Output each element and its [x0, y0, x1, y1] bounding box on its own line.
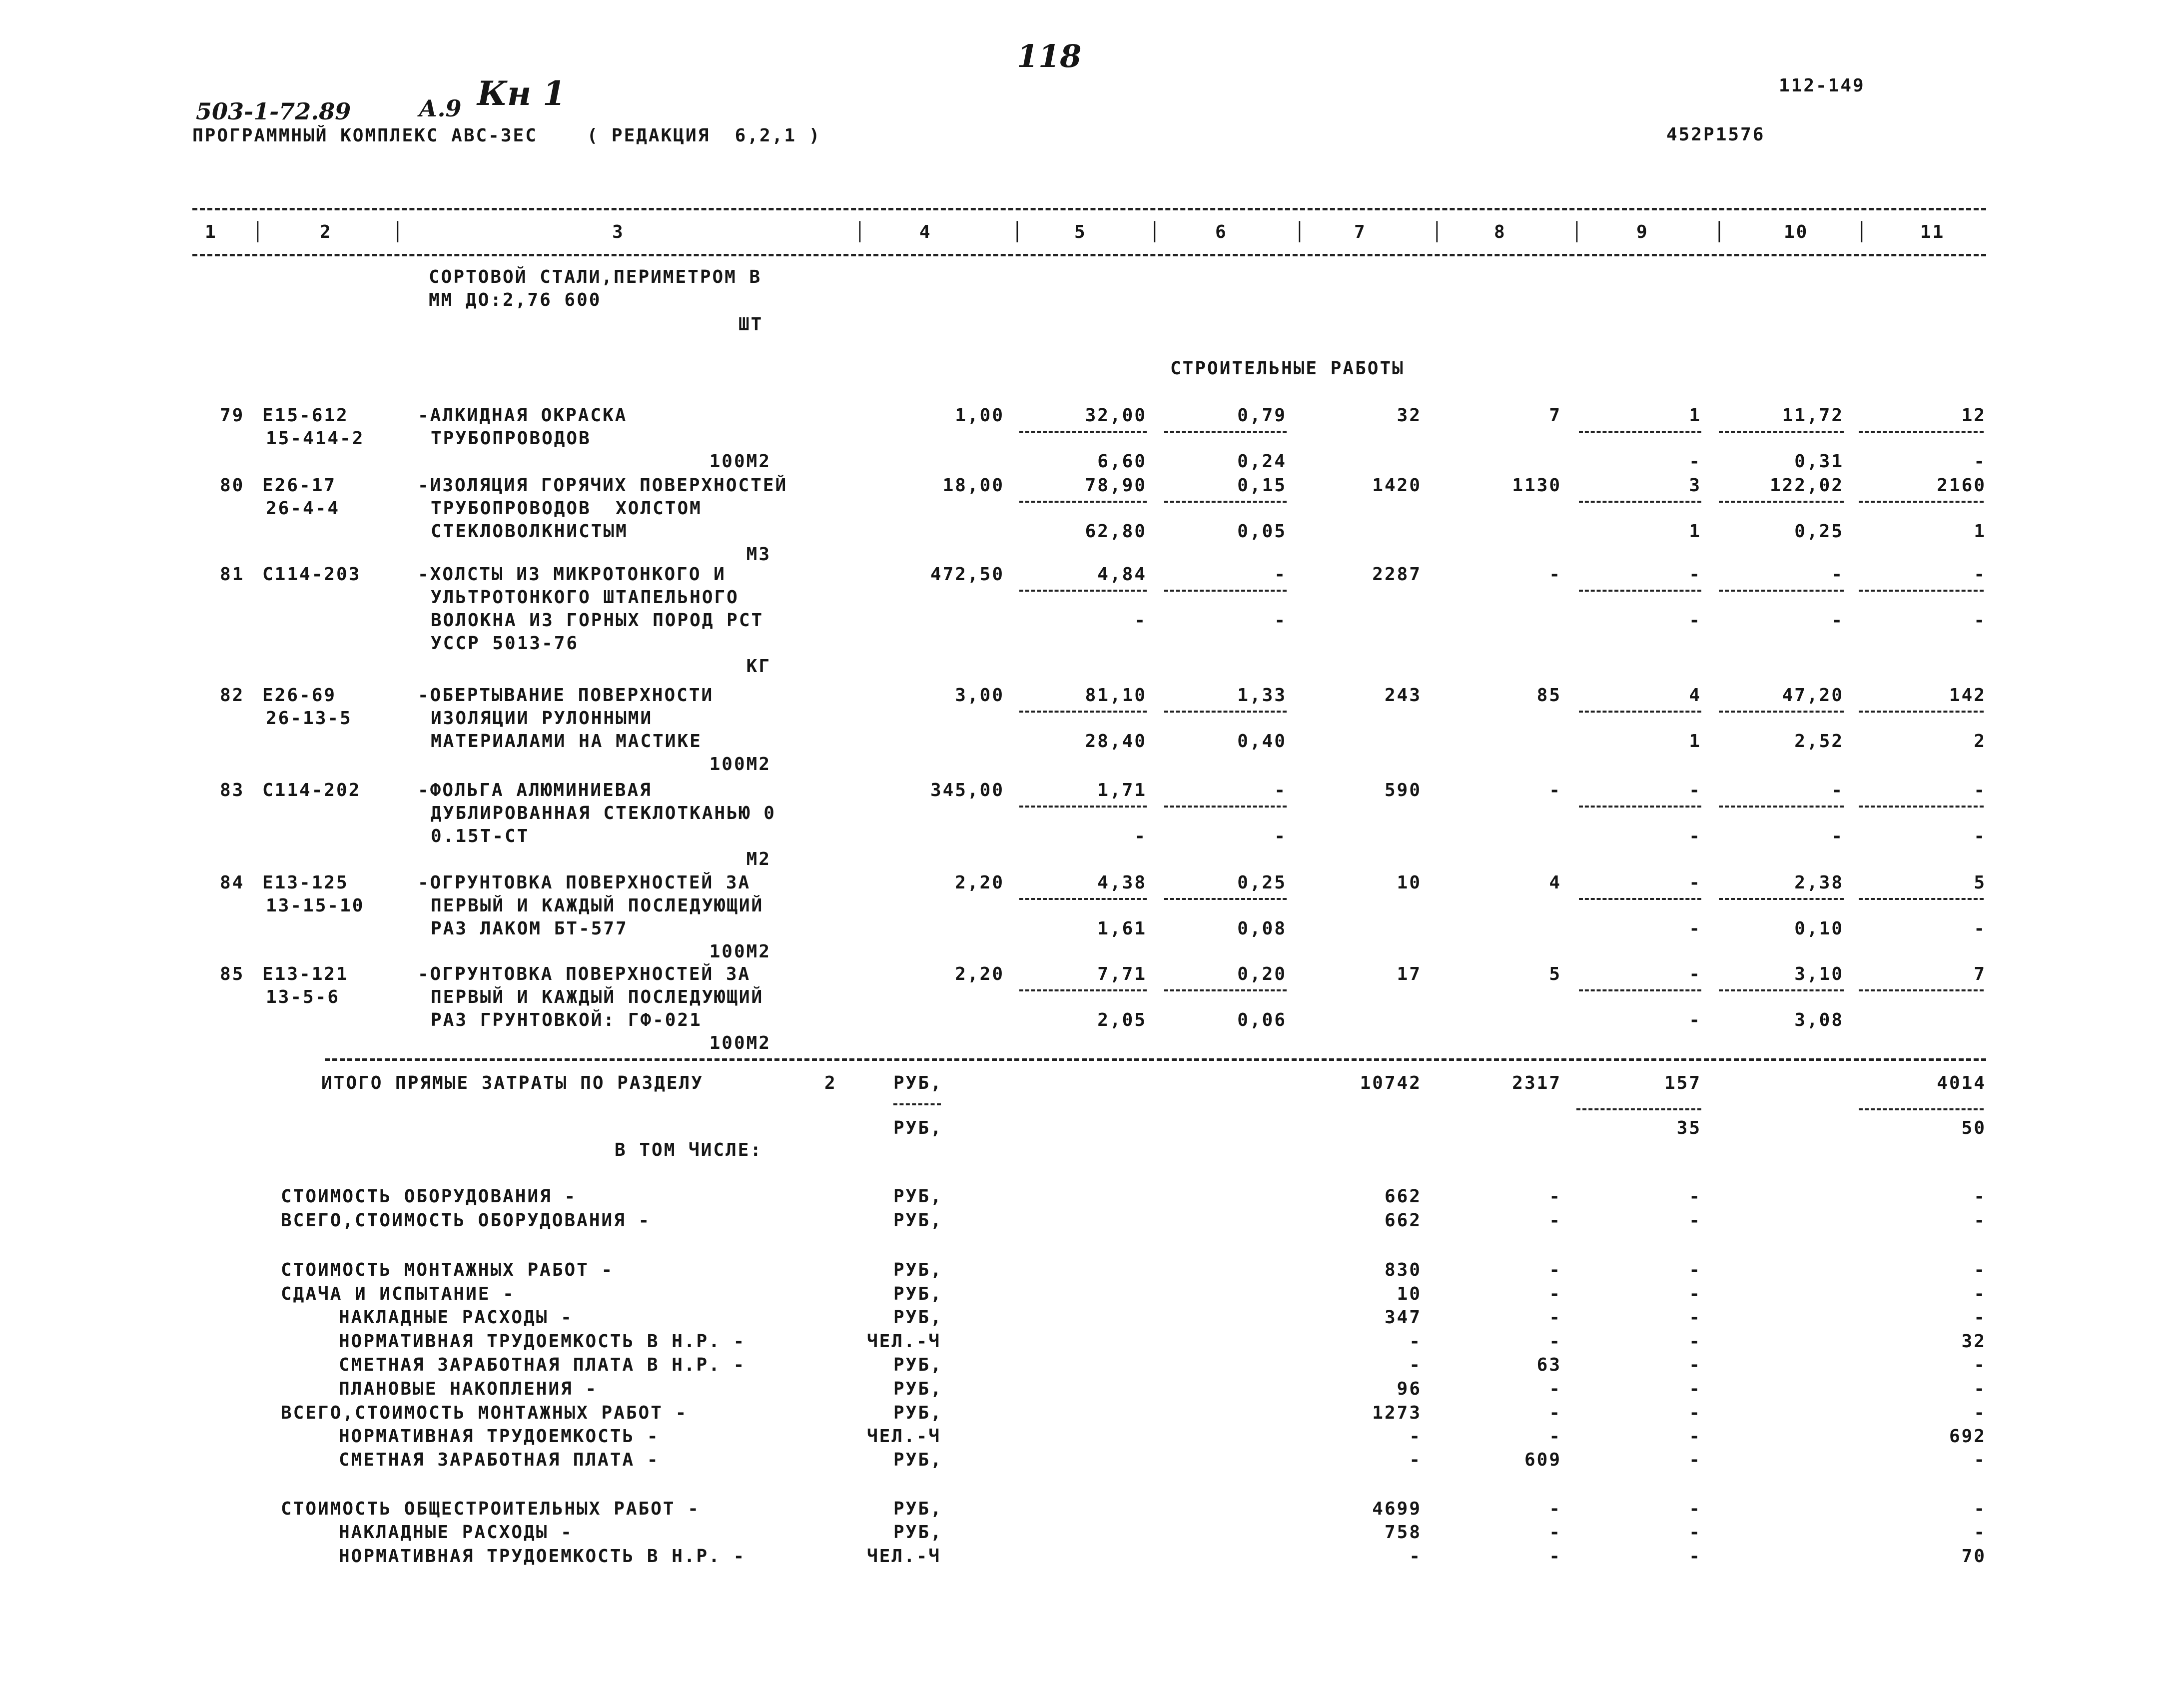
summary-col8: -: [1549, 1331, 1561, 1352]
summary-col8: -: [1549, 1426, 1561, 1447]
item-col6-sub: 0,05: [1237, 521, 1287, 542]
item-number: 79: [220, 405, 245, 426]
summary-label: НОРМАТИВНАЯ ТРУДОЕМКОСТЬ В Н.Р. -: [339, 1331, 746, 1352]
summary-unit: РУБ,: [893, 1307, 943, 1328]
item-col10-sub: 0,10: [1794, 918, 1844, 939]
total-col9-2: 35: [1676, 1118, 1701, 1138]
item-description: ПЕРВЫЙ И КАЖДЫЙ ПОСЛЕДУЮЩИЙ: [431, 987, 764, 1007]
summary-col8: -: [1549, 1186, 1561, 1207]
item-col7: 590: [1384, 780, 1422, 801]
item-col7: 1420: [1372, 475, 1422, 496]
column-header: 1: [205, 222, 217, 242]
summary-label: СТОИМОСТЬ МОНТАЖНЫХ РАБОТ -: [281, 1260, 614, 1280]
summary-col7: -: [1409, 1450, 1422, 1470]
item-description: РАЗ ГРУНТОВКОЙ: ГФ-021: [431, 1010, 702, 1030]
total-col9: 157: [1664, 1073, 1701, 1093]
summary-label: ВСЕГО,СТОИМОСТЬ ОБОРУДОВАНИЯ -: [281, 1210, 651, 1231]
item-col10-sub: -: [1831, 826, 1844, 846]
page-number: 118: [1017, 38, 1082, 74]
item-col9: -: [1689, 964, 1701, 984]
summary-col11: -: [1974, 1403, 1986, 1423]
doc-number: 452Р1576: [1666, 124, 1765, 145]
summary-col8: -: [1549, 1260, 1561, 1280]
column-separator: │: [1149, 222, 1162, 242]
item-description: РАЗ ЛАКОМ БТ-577: [431, 918, 628, 939]
item-col11-sub: -: [1974, 610, 1986, 631]
summary-col8: -: [1549, 1307, 1561, 1328]
item-col10-sub: -: [1831, 610, 1844, 631]
doc-code: 503-1-72.89: [196, 98, 351, 125]
item-quantity: 18,00: [942, 475, 1004, 496]
item-col11-sub: -: [1974, 918, 1986, 939]
summary-col7: 96: [1397, 1379, 1422, 1399]
total-col11: 4014: [1937, 1073, 1986, 1093]
item-col5: 7,71: [1097, 964, 1147, 984]
item-number: 81: [220, 564, 245, 585]
item-unit: 100М2: [709, 1033, 771, 1053]
total-col11-2: 50: [1961, 1118, 1986, 1138]
summary-unit: ЧЕЛ.-Ч: [867, 1426, 941, 1447]
item-col9: 4: [1689, 685, 1701, 706]
item-description: МАТЕРИАЛАМИ НА МАСТИКЕ: [431, 731, 702, 752]
summary-col11: -: [1974, 1522, 1986, 1543]
item-col6: -: [1274, 564, 1287, 585]
item-number: 82: [220, 685, 245, 706]
summary-col9: -: [1689, 1546, 1701, 1567]
item-col9-sub: -: [1689, 451, 1701, 472]
item-description: ТРУБОПРОВОДОВ ХОЛСТОМ: [431, 498, 702, 519]
item-unit: 100М2: [709, 941, 771, 962]
item-col5-sub: 62,80: [1085, 521, 1147, 542]
summary-col9: -: [1689, 1260, 1701, 1280]
summary-unit: РУБ,: [893, 1355, 943, 1375]
item-unit: 100М2: [709, 754, 771, 775]
item-description: ВОЛОКНА ИЗ ГОРНЫХ ПОРОД РСТ: [431, 610, 764, 631]
item-code-secondary: 26-13-5: [266, 708, 352, 729]
summary-col8: -: [1549, 1546, 1561, 1567]
item-col8: 4: [1549, 872, 1561, 893]
item-col10: 2,38: [1794, 872, 1844, 893]
summary-col9: -: [1689, 1379, 1701, 1399]
item-col9: 3: [1689, 475, 1701, 496]
summary-col7: -: [1409, 1355, 1422, 1375]
item-col5-sub: 28,40: [1085, 731, 1147, 752]
item-col11-sub: -: [1974, 826, 1986, 846]
item-col9-sub: -: [1689, 610, 1701, 631]
total-unit-2: РУБ,: [893, 1118, 943, 1138]
item-code: Е13-121: [262, 964, 349, 984]
item-description: УССР 5013-76: [431, 633, 579, 654]
item-quantity: 345,00: [930, 780, 1004, 801]
item-col5-sub: 1,61: [1097, 918, 1147, 939]
summary-unit: РУБ,: [893, 1499, 943, 1519]
column-header: 4: [919, 222, 932, 242]
summary-col7: 1273: [1372, 1403, 1422, 1423]
item-col10: 11,72: [1782, 405, 1844, 426]
summary-col9: -: [1689, 1284, 1701, 1304]
column-header: 10: [1784, 222, 1809, 242]
item-col11: 2160: [1937, 475, 1986, 496]
item-col7: 17: [1397, 964, 1422, 984]
item-col11-sub: 2: [1974, 731, 1986, 752]
item-col6-sub: -: [1274, 610, 1287, 631]
summary-col9: -: [1689, 1499, 1701, 1519]
item-col5: 78,90: [1085, 475, 1147, 496]
album-mark: А.9: [419, 95, 462, 122]
summary-col8: -: [1549, 1379, 1561, 1399]
summary-col8: 609: [1524, 1450, 1561, 1470]
book-mark: Кн 1: [477, 74, 566, 113]
item-col10-sub: 2,52: [1794, 731, 1844, 752]
item-description: ПЕРВЫЙ И КАЖДЫЙ ПОСЛЕДУЮЩИЙ: [431, 895, 764, 916]
summary-col9: -: [1689, 1403, 1701, 1423]
item-quantity: 2,20: [955, 872, 1004, 893]
item-col8: -: [1549, 780, 1561, 801]
item-col6: 0,15: [1237, 475, 1287, 496]
item-col5: 32,00: [1085, 405, 1147, 426]
item-description: ДУБЛИРОВАННАЯ СТЕКЛОТКАНЬЮ 0: [431, 803, 776, 824]
summary-col11: 32: [1961, 1331, 1986, 1352]
summary-col7: -: [1409, 1426, 1422, 1447]
summary-unit: РУБ,: [893, 1210, 943, 1231]
summary-col7: 347: [1384, 1307, 1422, 1328]
column-header: 5: [1074, 222, 1087, 242]
item-description: -ОГРУНТОВКА ПОВЕРХНОСТЕЙ ЗА: [418, 964, 751, 984]
summary-label: ПЛАНОВЫЕ НАКОПЛЕНИЯ -: [339, 1379, 598, 1399]
item-code-secondary: 13-5-6: [266, 987, 340, 1007]
item-quantity: 1,00: [955, 405, 1004, 426]
summary-unit: РУБ,: [893, 1260, 943, 1280]
item-col11: 12: [1961, 405, 1986, 426]
summary-unit: РУБ,: [893, 1450, 943, 1470]
header-rule-bottom: [192, 254, 1986, 256]
item-col5: 1,71: [1097, 780, 1147, 801]
item-col10: -: [1831, 564, 1844, 585]
total-col8: 2317: [1512, 1073, 1561, 1093]
continuation-line: ММ ДО:2,76 600: [429, 290, 602, 310]
summary-label: НАКЛАДНЫЕ РАСХОДЫ -: [339, 1522, 573, 1543]
summary-col9: -: [1689, 1355, 1701, 1375]
summary-label: СДАЧА И ИСПЫТАНИЕ -: [281, 1284, 515, 1304]
item-col9-sub: 1: [1689, 521, 1701, 542]
column-separator: │: [252, 222, 265, 242]
item-unit: КГ: [746, 656, 771, 677]
item-quantity: 2,20: [955, 964, 1004, 984]
item-description: -ОБЕРТЫВАНИЕ ПОВЕРХНОСТИ: [418, 685, 714, 706]
continuation-line: СОРТОВОЙ СТАЛИ,ПЕРИМЕТРОМ В: [429, 267, 762, 287]
summary-unit: РУБ,: [893, 1379, 943, 1399]
summary-col8: -: [1549, 1284, 1561, 1304]
column-separator: │: [392, 222, 405, 242]
item-col6: 1,33: [1237, 685, 1287, 706]
item-col6-sub: -: [1274, 826, 1287, 846]
summary-col11: -: [1974, 1210, 1986, 1231]
item-code-secondary: 13-15-10: [266, 895, 365, 916]
summary-col8: -: [1549, 1403, 1561, 1423]
item-col8: 1130: [1512, 475, 1561, 496]
item-code: Е26-69: [262, 685, 337, 706]
total-label: ИТОГО ПРЯМЫЕ ЗАТРАТЫ ПО РАЗДЕЛУ: [321, 1073, 704, 1093]
summary-col11: -: [1974, 1355, 1986, 1375]
item-col6: 0,79: [1237, 405, 1287, 426]
total-rule: [325, 1058, 1986, 1061]
item-col7: 2287: [1372, 564, 1422, 585]
summary-col8: -: [1549, 1522, 1561, 1543]
summary-col9: -: [1689, 1186, 1701, 1207]
item-number: 84: [220, 872, 245, 893]
item-col11: 7: [1974, 964, 1986, 984]
item-col8: 7: [1549, 405, 1561, 426]
item-col6-sub: 0,06: [1237, 1010, 1287, 1030]
column-separator: │: [1432, 222, 1444, 242]
item-col11: 142: [1949, 685, 1986, 706]
item-col6-sub: 0,24: [1237, 451, 1287, 472]
item-code-secondary: 15-414-2: [266, 428, 365, 449]
summary-unit: РУБ,: [893, 1186, 943, 1207]
summary-col11: -: [1974, 1186, 1986, 1207]
item-col8: 85: [1536, 685, 1561, 706]
summary-col7: -: [1409, 1546, 1422, 1567]
continuation-unit: ШТ: [738, 314, 763, 335]
item-quantity: 3,00: [955, 685, 1004, 706]
item-col6-sub: 0,40: [1237, 731, 1287, 752]
column-separator: │: [1294, 222, 1307, 242]
summary-col8: -: [1549, 1210, 1561, 1231]
summary-col11: -: [1974, 1379, 1986, 1399]
item-col5-sub: -: [1134, 610, 1147, 631]
item-col10-sub: 0,31: [1794, 451, 1844, 472]
summary-col7: 10: [1397, 1284, 1422, 1304]
item-col5: 4,38: [1097, 872, 1147, 893]
sheet-range: 112-149: [1779, 75, 1865, 96]
summary-label: СМЕТНАЯ ЗАРАБОТНАЯ ПЛАТА В Н.Р. -: [339, 1355, 746, 1375]
summary-label: СТОИМОСТЬ ОБЩЕСТРОИТЕЛЬНЫХ РАБОТ -: [281, 1499, 700, 1519]
item-number: 85: [220, 964, 245, 984]
column-separator: │: [854, 222, 867, 242]
header-rule-top: [192, 208, 1986, 210]
summary-unit: ЧЕЛ.-Ч: [867, 1546, 941, 1567]
item-col9-sub: -: [1689, 918, 1701, 939]
item-description: СТЕКЛОВОЛКНИСТЫМ: [431, 521, 628, 542]
item-col11: 5: [1974, 872, 1986, 893]
item-description: УЛЬТРОТОНКОГО ШТАПЕЛЬНОГО: [431, 587, 739, 608]
item-col5-sub: 6,60: [1097, 451, 1147, 472]
item-col10: 122,02: [1769, 475, 1844, 496]
summary-label: НОРМАТИВНАЯ ТРУДОЕМКОСТЬ -: [339, 1426, 660, 1447]
summary-col7: -: [1409, 1331, 1422, 1352]
summary-col9: -: [1689, 1450, 1701, 1470]
item-description: -ХОЛСТЫ ИЗ МИКРОТОНКОГО И: [418, 564, 726, 585]
summary-unit: РУБ,: [893, 1284, 943, 1304]
item-col10: -: [1831, 780, 1844, 801]
including-label: В ТОМ ЧИСЛЕ:: [615, 1140, 763, 1160]
item-col6: 0,20: [1237, 964, 1287, 984]
item-col9: -: [1689, 872, 1701, 893]
item-code: С114-203: [262, 564, 361, 585]
summary-col8: 63: [1536, 1355, 1561, 1375]
summary-col11: -: [1974, 1499, 1986, 1519]
item-description: ТРУБОПРОВОДОВ: [431, 428, 591, 449]
item-col11: -: [1974, 780, 1986, 801]
column-header: 7: [1354, 222, 1367, 242]
item-unit: М3: [746, 544, 771, 565]
summary-unit: РУБ,: [893, 1522, 943, 1543]
column-header: 8: [1494, 222, 1506, 242]
item-col9-sub: -: [1689, 826, 1701, 846]
summary-label: СМЕТНАЯ ЗАРАБОТНАЯ ПЛАТА -: [339, 1450, 660, 1470]
summary-label: СТОИМОСТЬ ОБОРУДОВАНИЯ -: [281, 1186, 577, 1207]
item-col10-sub: 0,25: [1794, 521, 1844, 542]
column-separator: │: [1856, 222, 1869, 242]
summary-unit: РУБ,: [893, 1403, 943, 1423]
item-code: Е26-17: [262, 475, 337, 496]
summary-col7: 662: [1384, 1210, 1422, 1231]
column-header: 2: [320, 222, 332, 242]
item-description: -ФОЛЬГА АЛЮМИНИЕВАЯ: [418, 780, 652, 801]
summary-col11: -: [1974, 1260, 1986, 1280]
item-unit: М2: [746, 849, 771, 869]
item-col9: -: [1689, 564, 1701, 585]
summary-col9: -: [1689, 1331, 1701, 1352]
item-col8: -: [1549, 564, 1561, 585]
item-col7: 10: [1397, 872, 1422, 893]
section-title: СТРОИТЕЛЬНЫЕ РАБОТЫ: [1170, 358, 1405, 379]
summary-col9: -: [1689, 1426, 1701, 1447]
item-col6: 0,25: [1237, 872, 1287, 893]
item-col11-sub: 1: [1974, 521, 1986, 542]
item-unit: 100М2: [709, 451, 771, 472]
summary-unit: ЧЕЛ.-Ч: [867, 1331, 941, 1352]
summary-col8: -: [1549, 1499, 1561, 1519]
summary-col11: -: [1974, 1450, 1986, 1470]
column-separator: │: [1571, 222, 1584, 242]
summary-col7: 662: [1384, 1186, 1422, 1207]
item-description: 0.15Т-СТ: [431, 826, 530, 846]
summary-label: НОРМАТИВНАЯ ТРУДОЕМКОСТЬ В Н.Р. -: [339, 1546, 746, 1567]
summary-label: НАКЛАДНЫЕ РАСХОДЫ -: [339, 1307, 573, 1328]
summary-col9: -: [1689, 1210, 1701, 1231]
item-col5-sub: 2,05: [1097, 1010, 1147, 1030]
summary-col11: -: [1974, 1284, 1986, 1304]
item-col8: 5: [1549, 964, 1561, 984]
item-code: С114-202: [262, 780, 361, 801]
item-description: -ОГРУНТОВКА ПОВЕРХНОСТЕЙ ЗА: [418, 872, 751, 893]
item-col7: 32: [1397, 405, 1422, 426]
item-col6: -: [1274, 780, 1287, 801]
item-col5: 81,10: [1085, 685, 1147, 706]
item-col10: 3,10: [1794, 964, 1844, 984]
item-col11-sub: -: [1974, 451, 1986, 472]
item-number: 83: [220, 780, 245, 801]
item-quantity: 472,50: [930, 564, 1004, 585]
item-col5: 4,84: [1097, 564, 1147, 585]
column-header: 3: [612, 222, 625, 242]
item-description: ИЗОЛЯЦИИ РУЛОННЫМИ: [431, 708, 653, 729]
summary-label: ВСЕГО,СТОИМОСТЬ МОНТАЖНЫХ РАБОТ -: [281, 1403, 688, 1423]
summary-col11: -: [1974, 1307, 1986, 1328]
item-col5-sub: -: [1134, 826, 1147, 846]
item-description: -ИЗОЛЯЦИЯ ГОРЯЧИХ ПОВЕРХНОСТЕЙ: [418, 475, 788, 496]
item-col9: -: [1689, 780, 1701, 801]
column-header: 11: [1920, 222, 1945, 242]
summary-col9: -: [1689, 1522, 1701, 1543]
total-col7: 10742: [1360, 1073, 1422, 1093]
item-col10-sub: 3,08: [1794, 1010, 1844, 1030]
summary-col11: 70: [1961, 1546, 1986, 1567]
summary-col11: 692: [1949, 1426, 1986, 1447]
total-section: 2: [824, 1073, 837, 1093]
summary-col7: 4699: [1372, 1499, 1422, 1519]
column-header: 6: [1215, 222, 1228, 242]
column-separator: │: [1714, 222, 1726, 242]
item-code-secondary: 26-4-4: [266, 498, 340, 519]
total-unit: РУБ,: [893, 1073, 943, 1093]
item-description: -АЛКИДНАЯ ОКРАСКА: [418, 405, 628, 426]
summary-col7: 758: [1384, 1522, 1422, 1543]
item-col9: 1: [1689, 405, 1701, 426]
item-code: Е15-612: [262, 405, 349, 426]
item-col9-sub: 1: [1689, 731, 1701, 752]
program-title: ПРОГРАММНЫЙ КОМПЛЕКС АВС-ЗЕС ( РЕДАКЦИЯ 6,2,1 ): [192, 125, 821, 146]
item-code: Е13-125: [262, 872, 349, 893]
item-col6-sub: 0,08: [1237, 918, 1287, 939]
item-col10: 47,20: [1782, 685, 1844, 706]
summary-col7: 830: [1384, 1260, 1422, 1280]
item-col9-sub: -: [1689, 1010, 1701, 1030]
item-col7: 243: [1384, 685, 1422, 706]
column-separator: │: [1012, 222, 1024, 242]
column-header: 9: [1636, 222, 1649, 242]
item-col11: -: [1974, 564, 1986, 585]
summary-col9: -: [1689, 1307, 1701, 1328]
item-number: 80: [220, 475, 245, 496]
